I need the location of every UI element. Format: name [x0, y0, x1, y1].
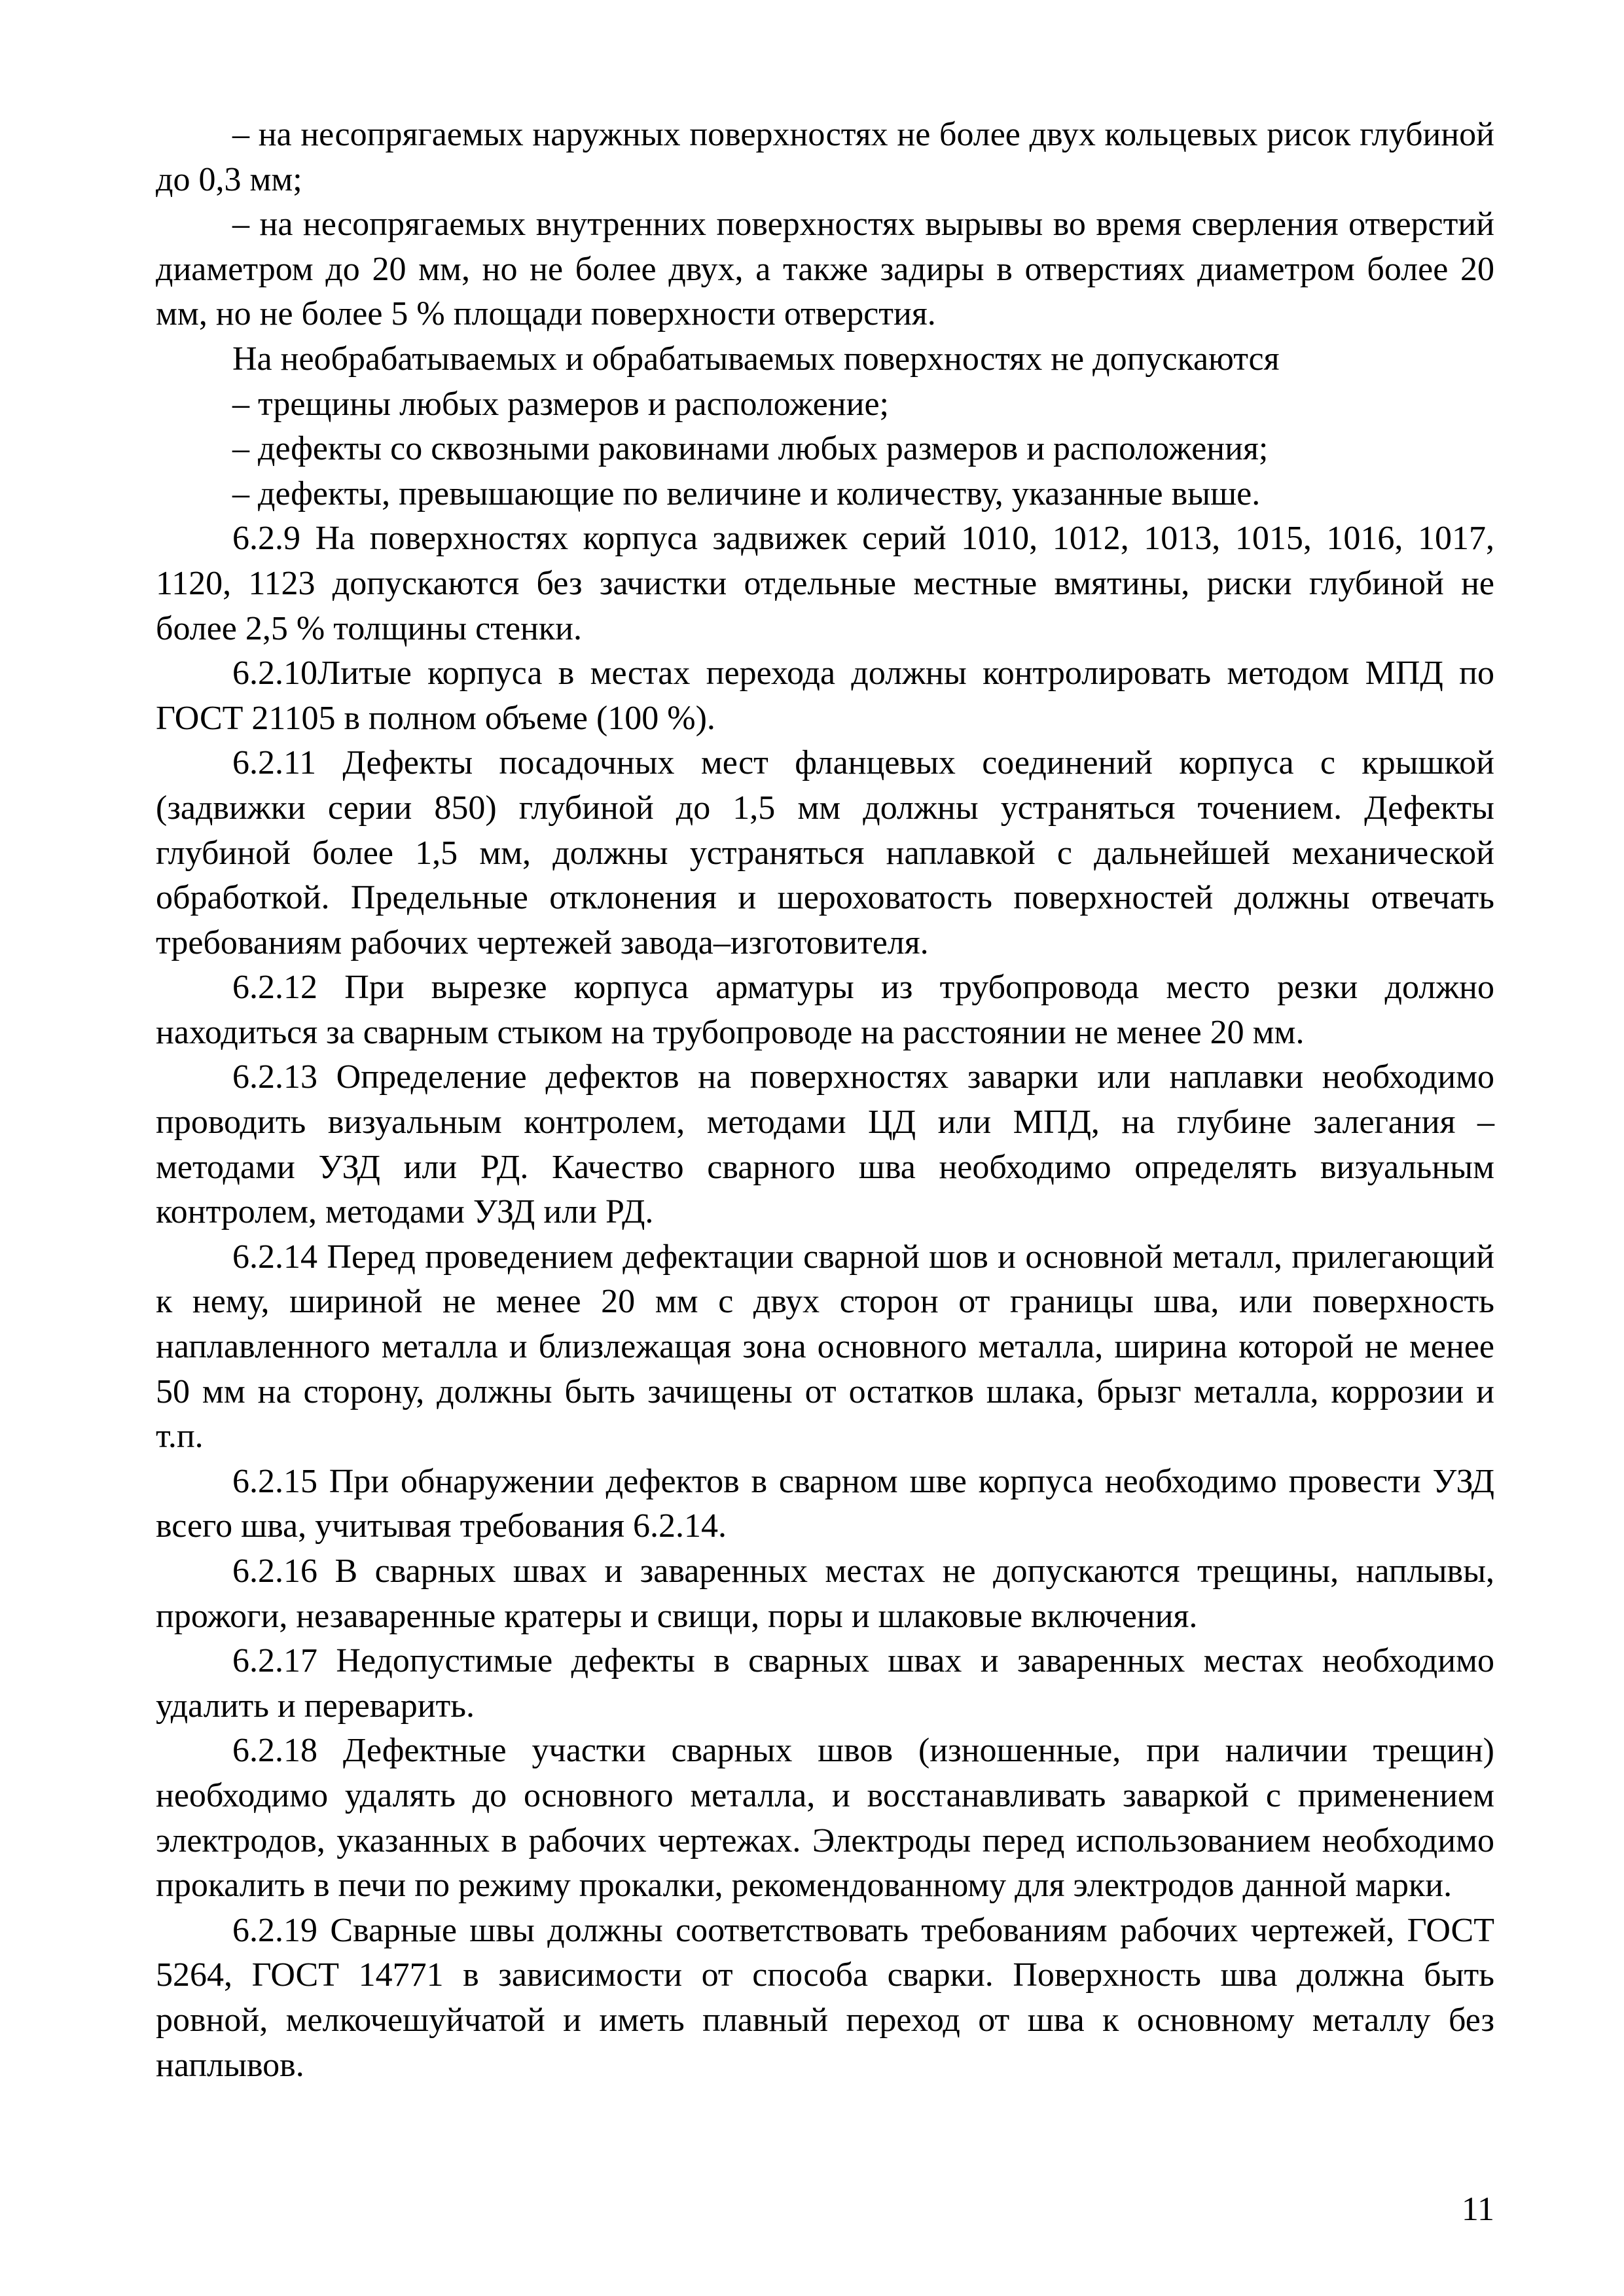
list-item-excess-defects: – дефекты, превышающие по величине и количеству, указанные выше. — [156, 472, 1494, 517]
clause-6-2-10: 6.2.10Литые корпуса в местах перехода должны контролировать методом МПД по ГОСТ 21105 в полном объеме (100 %). — [156, 655, 1494, 737]
clause-6-2-19: 6.2.19 Сварные швы должны соответствовать требованиям рабочих чертежей, ГОСТ 5264, ГОСТ 14771 в зависимости от способа сварки. Поверхность шва должна быть ровной, мелкочешуйчатой и иметь плавный переход от шва к основному металлу без наплывов. — [156, 1911, 1494, 2084]
clause-6-2-12: 6.2.12 При вырезке корпуса арматуры из трубопровода место резки должно находиться за сварным стыком на трубопроводе на расстоянии не менее 20 мм. — [156, 969, 1494, 1051]
clause-6-2-13: 6.2.13 Определение дефектов на поверхностях заварки или наплавки необходимо проводить визуальным контролем, методами ЦД или МПД, на глубине залегания – методами УЗД или РД. Качество сварного шва необходимо определять визуальным контролем, методами УЗД или РД. — [156, 1058, 1494, 1231]
clause-6-2-18: 6.2.18 Дефектные участки сварных швов (изношенные, при наличии трещин) необходимо удалять до основного металла, и восстанавливать заваркой с применением электродов, указанных в рабочих чертежах. Электроды перед использованием необходимо прокалить в печи по режиму прокалки, рекомендованному для электродов данной марки. — [156, 1732, 1494, 1905]
list-item-outer-surface-scratches: – на несопрягаемых наружных поверхностях не более двух кольцевых рисок глубиной до 0,3 мм; — [156, 113, 1494, 202]
paragraph-not-allowed-intro: На необрабатываемых и обрабатываемых поверхностях не допускаются — [232, 340, 1280, 378]
clause-6-2-17: 6.2.17 Недопустимые дефекты в сварных швах и заваренных местах необходимо удалить и переварить. — [156, 1642, 1494, 1725]
clause-6-2-16: 6.2.16 В сварных швах и заваренных местах не допускаются трещины, наплывы, прожоги, незаваренные кратеры и свищи, поры и шлаковые включения. — [156, 1552, 1494, 1635]
clause-6-2-14: 6.2.14 Перед проведением дефектации сварной шов и основной металл, прилегающий к нему, шириной не менее 20 мм с двух сторон от границы шва, или поверхность наплавленного металла и близлежащая зона основного металла, ширина которой не менее 50 мм на сторону, должны быть зачищены от остатков шлака, брызг металла, коррозии и т.п. — [156, 1238, 1494, 1456]
body-text — [156, 113, 1494, 2088]
clause-6-2-15: 6.2.15 При обнаружении дефектов в сварном шве корпуса необходимо провести УЗД всего шва, учитывая требования 6.2.14. — [156, 1462, 1494, 1545]
list-item-through-cavities: – дефекты со сквозными раковинами любых размеров и расположения; — [156, 427, 1494, 472]
clause-6-2-9: 6.2.9 На поверхностях корпуса задвижек серий 1010, 1012, 1013, 1015, 1016, 1017, 1120, 1123 допускаются без зачистки отдельные местные вмятины, риски глубиной не более 2,5 % толщины стенки. — [156, 520, 1494, 647]
list-item-cracks: – трещины любых размеров и расположение; — [156, 382, 1494, 427]
list-item-inner-surface-tears: – на несопрягаемых внутренних поверхностях вырывы во время сверления отверстий диаметром до 20 мм, но не более двух, а также задиры в отверстиях диаметром более 20 мм, но не более 5 % площади поверхности отверстия. — [156, 202, 1494, 337]
page-number: 11 — [1461, 2191, 1494, 2228]
clause-6-2-11: 6.2.11 Дефекты посадочных мест фланцевых соединений корпуса с крышкой (задвижки серии 850) глубиной до 1,5 мм должны устраняться точением. Дефекты глубиной более 1,5 мм, должны устраняться наплавкой с дальнейшей механической обработкой. Предельные отклонения и шероховатость поверхностей должны отвечать требованиям рабочих чертежей завода–изготовителя. — [156, 744, 1494, 961]
